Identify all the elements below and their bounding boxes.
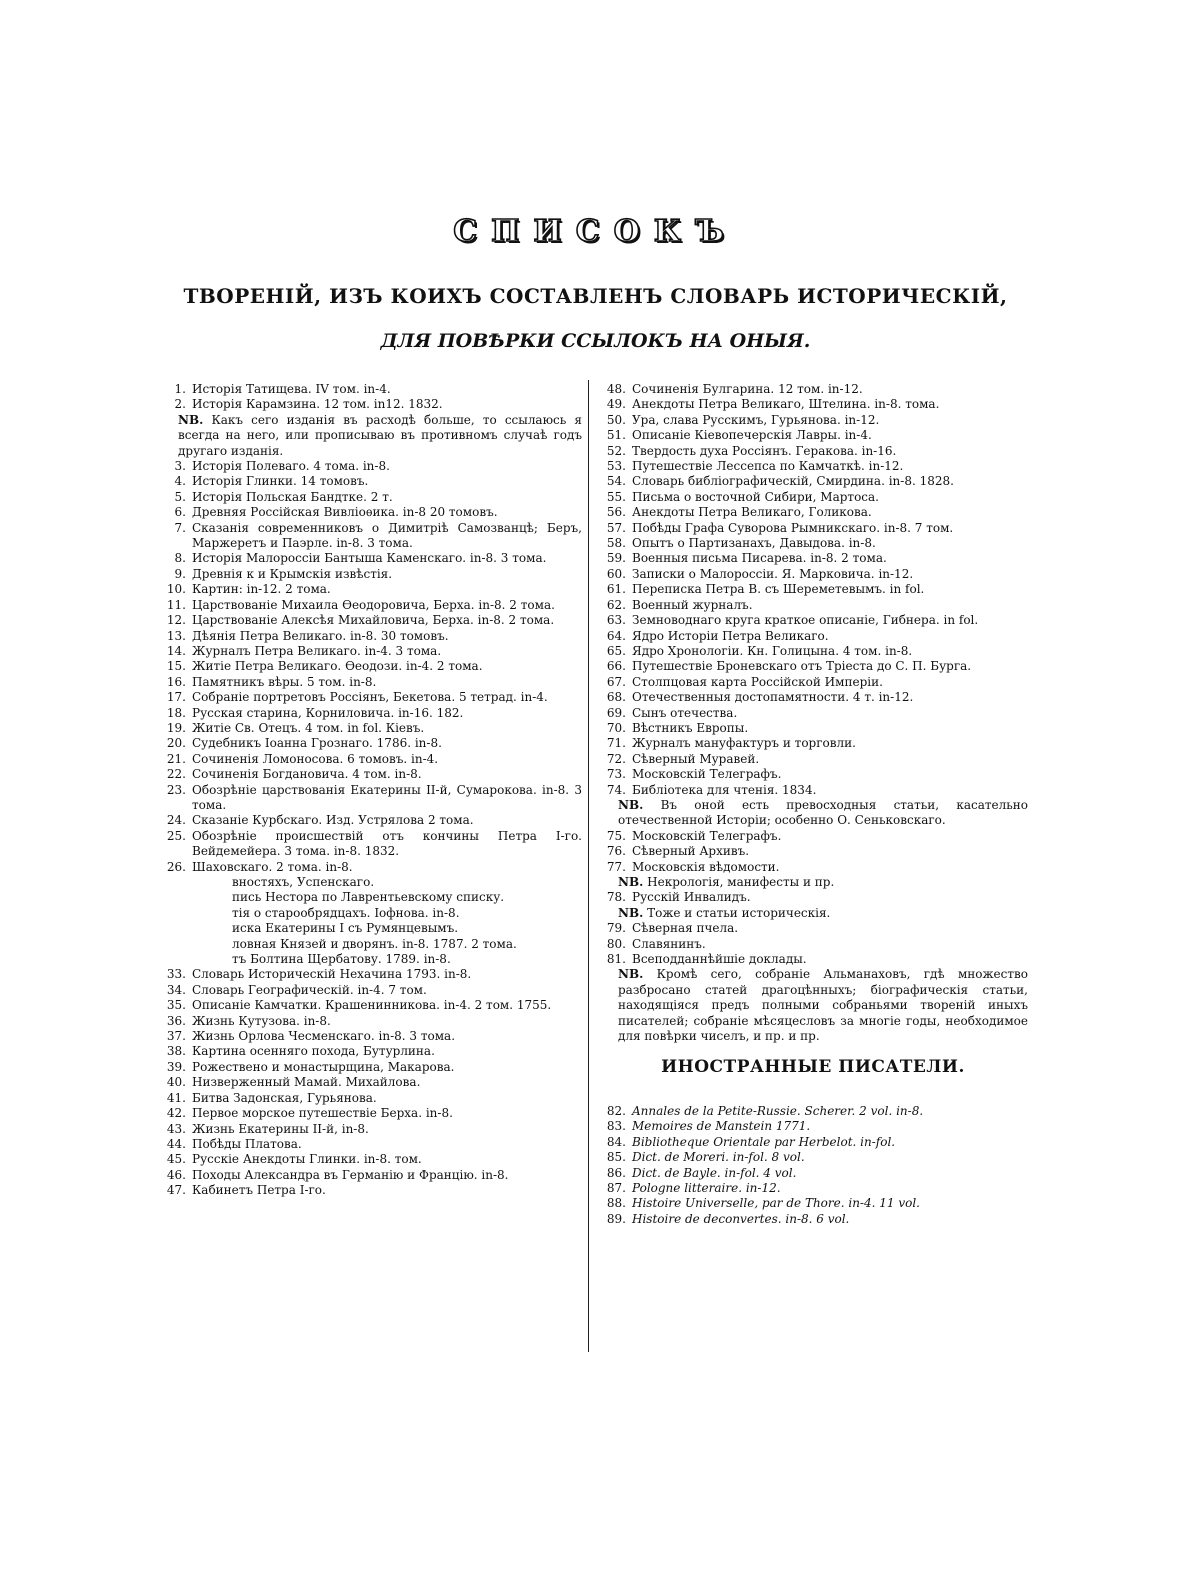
entry-number: 56. <box>606 505 626 520</box>
entry-text: Описаніе Камчатки. Крашенинникова. in-4. 2 том. 1755. <box>192 998 552 1013</box>
entry-number: 73. <box>606 767 626 782</box>
entry-text: Побѣды Графа Суворова Рымникскаго. in-8. 7 том. <box>632 520 954 535</box>
list-item <box>158 1014 582 1029</box>
entry-text: Дѣянія Петра Великаго. in-8. 30 томовъ. <box>192 628 449 643</box>
entry-number: 59. <box>606 551 626 566</box>
entry-text: Военный журналъ. <box>632 597 753 612</box>
entry-number: 25. <box>166 828 186 843</box>
entry-number: 86. <box>606 1165 626 1180</box>
entry-text: Московскій Телеграфъ. <box>632 767 782 782</box>
list-item <box>598 890 1028 905</box>
entry-number: 68. <box>606 690 626 705</box>
entry-number: 87. <box>606 1180 626 1195</box>
entry-number: 44. <box>166 1136 186 1151</box>
entry-text: Земноводнаго круга краткое описаніе, Гибнера. in fol. <box>632 613 979 628</box>
entry-number: 9. <box>174 566 186 581</box>
list-item <box>598 521 1028 536</box>
entry-number: 36. <box>166 1013 186 1028</box>
entry-text: Memoires de Manstein 1771. <box>632 1119 811 1134</box>
list-item <box>158 413 582 459</box>
list-item <box>598 629 1028 644</box>
entry-number: 1. <box>174 382 186 396</box>
entry-text: Памятникъ вѣры. 5 том. in-8. <box>192 674 377 689</box>
entry-number: 8. <box>174 551 186 566</box>
list-item <box>598 582 1028 597</box>
list-item <box>598 567 1028 582</box>
list-item <box>158 521 582 552</box>
entry-text: Путешествіе Лессепса по Камчаткѣ. in-12. <box>632 459 904 474</box>
list-item <box>158 967 582 982</box>
list-item <box>158 952 582 967</box>
entry-text: Письма о восточной Сибири, Мартоса. <box>632 489 879 504</box>
list-item <box>158 474 582 489</box>
list-item <box>158 1060 582 1075</box>
list-item <box>158 783 582 814</box>
entry-text <box>598 906 1028 921</box>
entry-number: 88. <box>606 1196 626 1211</box>
list-item <box>158 767 582 782</box>
entry-number: NB. <box>618 905 644 920</box>
entry-note: Въ оной есть превосходныя статьи, касательно отечественной Исторіи; особенно О. Сеньковскаго. <box>618 797 1028 828</box>
entry-text <box>598 875 1028 890</box>
entry-number: 46. <box>166 1167 186 1182</box>
list-item <box>598 428 1028 443</box>
entry-text <box>598 967 1028 1044</box>
list-item <box>598 397 1028 412</box>
entry-number: 37. <box>166 1029 186 1044</box>
entry-text: Сѣверный Архивъ. <box>632 844 750 859</box>
entry-text: Словарь библіографическій, Смирдина. in-8. 1828. <box>632 474 954 489</box>
list-item <box>598 952 1028 967</box>
list-item <box>158 1091 582 1106</box>
entry-number: 81. <box>606 952 626 967</box>
list-item <box>158 567 582 582</box>
entry-number: 35. <box>166 998 186 1013</box>
list-item <box>598 767 1028 782</box>
entry-number: 75. <box>606 828 626 843</box>
entry-text: Картин: in-12. 2 тома. <box>192 582 331 597</box>
entry-text: Bibliotheque Orientale par Herbelot. in-fol. <box>632 1134 896 1149</box>
entry-number: 24. <box>166 813 186 828</box>
entry-number: 77. <box>606 859 626 874</box>
entry-number: 80. <box>606 936 626 951</box>
column-divider <box>588 380 589 1352</box>
list-item <box>158 998 582 1013</box>
entry-text: Ядро Исторіи Петра Великаго. <box>632 628 829 643</box>
entry-text: Собраніе портретовъ Россіянъ, Бекетова. 5 тетрад. in-4. <box>192 690 548 705</box>
entry-number: 79. <box>606 921 626 936</box>
entry-text: тія о старообрядцахъ. Іофнова. in-8. <box>232 905 460 920</box>
entry-note: Некрологія, манифесты и пр. <box>647 875 835 889</box>
entry-text: Столпцовая карта Россійской Имперіи. <box>632 674 883 689</box>
entry-text: Всеподданнѣйшіе доклады. <box>632 952 807 967</box>
entry-number: 89. <box>606 1211 626 1226</box>
list-item <box>598 690 1028 705</box>
entry-number: 64. <box>606 628 626 643</box>
list-item <box>158 644 582 659</box>
entry-text: Ядро Хронологіи. Кн. Голицына. 4 том. in-8. <box>632 643 913 658</box>
entry-text: пись Нестора по Лаврентьевскому списку. <box>232 890 505 905</box>
list-item <box>598 967 1028 1044</box>
list-item <box>598 659 1028 674</box>
entry-number: 53. <box>606 459 626 474</box>
list-item <box>598 644 1028 659</box>
entry-text: Славянинъ. <box>632 936 706 951</box>
entry-text: вностяхъ, Успенскаго. <box>232 875 375 889</box>
list-item <box>598 921 1028 936</box>
list-item <box>158 813 582 828</box>
entry-number: 67. <box>606 674 626 689</box>
entry-number: 85. <box>606 1150 626 1165</box>
entry-text: тъ Болтина Щербатову. 1789. in-8. <box>232 952 451 967</box>
list-item <box>598 474 1028 489</box>
entry-number: 74. <box>606 782 626 797</box>
entry-text: Исторія Глинки. 14 томовъ. <box>192 474 369 489</box>
list-item <box>158 1152 582 1167</box>
entry-text: Русская старина, Корниловича. in-16. 182. <box>192 705 464 720</box>
list-item <box>598 536 1028 551</box>
list-item <box>598 736 1028 751</box>
list-item <box>598 1119 1028 1134</box>
list-item <box>598 413 1028 428</box>
entry-number: NB. <box>618 967 644 982</box>
list-item <box>158 1168 582 1183</box>
entry-text: Царствованіе Михаила Ѳеодоровича, Берха. in-8. 2 тома. <box>192 597 555 612</box>
list-item <box>158 598 582 613</box>
entry-number: 17. <box>166 690 186 705</box>
entry-text: Русскіе Анекдоты Глинки. in-8. том. <box>192 1152 422 1167</box>
entry-number: 84. <box>606 1134 626 1149</box>
entry-number: 41. <box>166 1090 186 1105</box>
list-item <box>158 752 582 767</box>
entry-text: Царствованіе Алексѣя Михайловича, Берха. in-8. 2 тома. <box>192 613 555 628</box>
entry-number: 20. <box>166 736 186 751</box>
list-item <box>158 382 582 397</box>
list-item <box>598 937 1028 952</box>
entry-number: NB. <box>178 412 204 427</box>
entry-text: Жизнь Екатерины II-й, in-8. <box>192 1121 369 1136</box>
entry-text: Переписка Петра В. съ Шереметевымъ. in fol. <box>632 582 925 597</box>
entry-number: 51. <box>606 428 626 443</box>
list-item <box>158 890 582 905</box>
list-item <box>598 1212 1028 1227</box>
list-item <box>158 690 582 705</box>
entry-number: 50. <box>606 412 626 427</box>
list-item <box>158 1044 582 1059</box>
entry-text: Библіотека для чтенія. 1834. <box>632 782 817 797</box>
list-item <box>158 875 582 890</box>
list-item <box>158 1029 582 1044</box>
entry-number: 69. <box>606 705 626 720</box>
entry-number: 57. <box>606 520 626 535</box>
entry-text: Ура, слава Русскимъ, Гурьянова. in-12. <box>632 412 880 427</box>
list-item <box>598 444 1028 459</box>
list-item <box>158 675 582 690</box>
list-item <box>598 598 1028 613</box>
entry-note: Кромѣ сего, собраніе Альманаховъ, гдѣ множество разбросано статей драгоцѣнныхъ; біографическія статьи, находящіяся предъ полными собраньями твореній иныхъ писателей; собраніе мѣсяцесловъ за многіе годы, необходимое для повѣрки чиселъ, и пр. и пр. <box>618 967 1028 1044</box>
list-item <box>598 382 1028 397</box>
entry-number: 45. <box>166 1152 186 1167</box>
list-item <box>598 721 1028 736</box>
entry-number: 21. <box>166 751 186 766</box>
entry-number: 82. <box>606 1103 626 1118</box>
entry-text: Сочиненія Богдановича. 4 том. in-8. <box>192 767 422 782</box>
entry-number: 71. <box>606 736 626 751</box>
entry-text: Анекдоты Петра Великаго, Голикова. <box>632 505 872 520</box>
page-subtitle: ТВОРЕНІЙ, ИЗЪ КОИХЪ СОСТАВЛЕНЪ СЛОВАРЬ ИСТОРИЧЕСКІЙ, <box>183 284 1008 308</box>
list-item <box>158 983 582 998</box>
entry-text: Древняя Россійская Вивліоѳика. in-8 20 томовъ. <box>192 505 498 520</box>
entry-number: 18. <box>166 705 186 720</box>
entry-number: 62. <box>606 597 626 612</box>
list-item <box>158 937 582 952</box>
entry-number: 58. <box>606 536 626 551</box>
entry-text: Annales de la Petite-Russie. Scherer. 2 vol. in-8. <box>632 1103 924 1118</box>
entry-number: 2. <box>174 397 186 412</box>
entry-text: Сынъ отечества. <box>632 705 738 720</box>
list-item <box>158 1137 582 1152</box>
entry-text: Походы Александра въ Германію и Францію. in-8. <box>192 1167 509 1182</box>
list-item <box>158 706 582 721</box>
entry-number: 33. <box>166 967 186 982</box>
list-item <box>158 860 582 875</box>
entry-text: Histoire de deconvertes. in-8. 6 vol. <box>632 1211 850 1226</box>
entry-text: Первое морское путешествіе Берха. in-8. <box>192 1106 453 1121</box>
list-item <box>598 459 1028 474</box>
list-item <box>158 721 582 736</box>
entry-text: Твердость духа Россіянъ. Геракова. in-16. <box>632 443 897 458</box>
list-item <box>598 783 1028 798</box>
list-item <box>158 736 582 751</box>
list-item <box>598 875 1028 890</box>
entry-note: Тоже и статьи историческія. <box>647 905 831 920</box>
entry-text: Сочиненія Булгарина. 12 том. in-12. <box>632 382 863 396</box>
entry-text: Картина осенняго похода, Бутурлина. <box>192 1044 435 1059</box>
list-item <box>158 1106 582 1121</box>
entry-number: 7. <box>174 520 186 535</box>
entry-text: Кабинетъ Петра I-го. <box>192 1183 326 1198</box>
list-item <box>158 551 582 566</box>
list-item <box>158 613 582 628</box>
list-item <box>158 1183 582 1198</box>
entry-number: 39. <box>166 1059 186 1074</box>
list-item <box>598 1166 1028 1181</box>
entry-number: 15. <box>166 659 186 674</box>
entry-text: Сѣверная пчела. <box>632 921 739 936</box>
entry-text: Dict. de Moreri. in-fol. 8 vol. <box>632 1150 805 1165</box>
entry-number: 38. <box>166 1044 186 1059</box>
list-item <box>598 706 1028 721</box>
entry-number: 76. <box>606 844 626 859</box>
list-item <box>158 1075 582 1090</box>
list-item <box>158 1122 582 1137</box>
list-item <box>158 459 582 474</box>
entry-text: Опытъ о Партизанахъ, Давыдова. in-8. <box>632 536 876 551</box>
entry-number: 52. <box>606 443 626 458</box>
entry-text: Битва Задонская, Гурьянова. <box>192 1090 377 1105</box>
list-item <box>158 921 582 936</box>
entry-text: Побѣды Платова. <box>192 1136 302 1151</box>
entry-text <box>598 798 1028 829</box>
entry-number: 55. <box>606 489 626 504</box>
entry-text: Обозрѣніе царствованія Екатерины II-й, Сумарокова. in-8. 3 тома. <box>192 782 582 812</box>
entry-number: 83. <box>606 1119 626 1134</box>
list-item <box>598 1104 1028 1119</box>
list-item <box>158 505 582 520</box>
entry-number: NB. <box>618 875 644 889</box>
entry-text: ловная Князей и дворянъ. in-8. 1787. 2 тома. <box>232 936 517 951</box>
page-subtitle-2: ДЛЯ ПОВѢРКИ ССЫЛОКЪ НА ОНЫЯ. <box>380 330 811 352</box>
list-item <box>598 613 1028 628</box>
entry-text: Сказаніе Курбскаго. Изд. Устрялова 2 тома. <box>192 813 474 828</box>
entry-number: 4. <box>174 474 186 489</box>
entry-text: Низверженный Мамай. Михайлова. <box>192 1075 421 1090</box>
entry-text: иска Екатерины I съ Румянцевымъ. <box>232 921 459 936</box>
entry-number: 22. <box>166 767 186 782</box>
entry-number: 49. <box>606 397 626 412</box>
list-item <box>598 798 1028 829</box>
entry-number: 11. <box>166 597 186 612</box>
entry-number: 10. <box>166 582 186 597</box>
entry-text: Путешествіе Броневскаго отъ Тріеста до С. П. Бурга. <box>632 659 972 674</box>
page-title: СПИСОКЪ <box>453 214 738 249</box>
list-item <box>158 490 582 505</box>
entry-note: Какъ сего изданія въ расходѣ больше, то ссылаюсь я всегда на него, или прописываю въ противномъ случаѣ годъ другаго изданія. <box>178 412 582 458</box>
entry-text: Анекдоты Петра Великаго, Штелина. in-8. тома. <box>632 397 940 412</box>
entry-text: Жизнь Орлова Чесменскаго. in-8. 3 тома. <box>192 1029 456 1044</box>
entry-text: Журналъ мануфактуръ и торговли. <box>632 736 856 751</box>
entry-number: 63. <box>606 613 626 628</box>
entry-text: Pologne litteraire. in-12. <box>632 1180 781 1195</box>
entry-text: Московскія вѣдомости. <box>632 859 780 874</box>
list-item <box>598 860 1028 875</box>
entry-text: Судебникъ Іоанна Грознаго. 1786. in-8. <box>192 736 442 751</box>
entry-number: 43. <box>166 1121 186 1136</box>
entry-text: Исторія Татищева. IV том. in-4. <box>192 382 391 396</box>
entry-text: Обозрѣніе происшествій отъ кончины Петра I-го. Вейдемейера. 3 тома. in-8. 1832. <box>192 828 582 859</box>
entry-text: Исторія Польская Бандтке. 2 т. <box>192 489 393 504</box>
entry-text: Вѣстникъ Европы. <box>632 720 749 735</box>
entry-number: 34. <box>166 982 186 997</box>
entry-number: 14. <box>166 643 186 658</box>
entry-number: 65. <box>606 643 626 658</box>
foreign-writers-heading: ИНОСТРАННЫЕ ПИСАТЕЛИ. <box>661 1057 965 1078</box>
entry-number: 70. <box>606 720 626 735</box>
entry-text: Древнія к и Крымскія извѣстія. <box>192 566 393 581</box>
list-item <box>598 505 1028 520</box>
entry-number: 54. <box>606 474 626 489</box>
entry-text: Dict. de Bayle. in-fol. 4 vol. <box>632 1165 797 1180</box>
entry-number: 26. <box>166 859 186 874</box>
list-item <box>598 675 1028 690</box>
entry-number: 66. <box>606 659 626 674</box>
entry-text: Журналъ Петра Великаго. in-4. 3 тома. <box>192 643 442 658</box>
entry-text: Описаніе Кіевопечерскія Лавры. in-4. <box>632 428 872 443</box>
entry-text: Военныя письма Писарева. in-8. 2 тома. <box>632 551 887 566</box>
entry-text: Словарь Географическій. in-4. 7 том. <box>192 982 427 997</box>
list-item <box>158 397 582 412</box>
right-column <box>598 382 1028 1227</box>
entry-number: NB. <box>618 797 644 812</box>
entry-text: Записки о Малороссіи. Я. Марковича. in-12. <box>632 566 914 581</box>
entry-number: 61. <box>606 582 626 597</box>
entry-number: 60. <box>606 566 626 581</box>
list-item <box>598 1181 1028 1196</box>
entry-text: Исторія Полеваго. 4 тома. in-8. <box>192 459 390 474</box>
entry-text: Сѣверный Муравей. <box>632 751 760 766</box>
left-column <box>158 382 582 1199</box>
list-item <box>158 582 582 597</box>
list-item <box>598 1196 1028 1211</box>
entry-number: 48. <box>606 382 626 396</box>
entry-text: Исторія Карамзина. 12 том. in12. 1832. <box>192 397 443 412</box>
entry-text: Шаховскаго. 2 тома. in-8. <box>192 859 353 874</box>
list-item <box>158 906 582 921</box>
list-item <box>598 1135 1028 1150</box>
entry-text: Житіе Св. Отецъ. 4 том. in fol. Кіевъ. <box>192 720 425 735</box>
entry-text: Histoire Universelle, par de Thore. in-4. 11 vol. <box>632 1196 920 1211</box>
entry-text: Жизнь Кутузова. in-8. <box>192 1013 331 1028</box>
entry-text: Сказанія современниковъ о Димитріѣ Самозванцѣ; Беръ, Маржеретъ и Паэрле. in-8. 3 тома. <box>192 520 582 551</box>
entry-number: 72. <box>606 751 626 766</box>
entry-text: Отечественныя достопамятности. 4 т. in-12. <box>632 690 914 705</box>
entry-number: 16. <box>166 674 186 689</box>
list-item <box>598 844 1028 859</box>
list-item <box>158 629 582 644</box>
list-item <box>598 551 1028 566</box>
entry-text: Исторія Малороссіи Бантыша Каменскаго. in-8. 3 тома. <box>192 551 547 566</box>
entry-number: 78. <box>606 890 626 905</box>
entry-text: Житіе Петра Великаго. Ѳеодози. in-4. 2 тома. <box>192 659 483 674</box>
entry-number: 23. <box>166 782 186 797</box>
entry-text: Рожествено и монастырщина, Макарова. <box>192 1059 455 1074</box>
entry-number: 12. <box>166 613 186 628</box>
entry-number: 5. <box>174 489 186 504</box>
entry-number: 13. <box>166 628 186 643</box>
entry-number: 47. <box>166 1183 186 1198</box>
list-item <box>598 490 1028 505</box>
entry-number: 3. <box>174 459 186 474</box>
entry-text: Словарь Историческій Нехачина 1793. in-8. <box>192 967 472 982</box>
entry-number: 42. <box>166 1106 186 1121</box>
list-item <box>598 752 1028 767</box>
entry-number: 40. <box>166 1075 186 1090</box>
entry-number: 6. <box>174 505 186 520</box>
list-item <box>598 829 1028 844</box>
entry-text <box>158 413 582 459</box>
list-item <box>598 1150 1028 1165</box>
list-item <box>598 906 1028 921</box>
list-item <box>158 829 582 860</box>
entry-text: Русскій Инвалидъ. <box>632 890 751 905</box>
list-item <box>158 659 582 674</box>
entry-number: 19. <box>166 720 186 735</box>
entry-text: Сочиненія Ломоносова. 6 томовъ. in-4. <box>192 751 439 766</box>
entry-text: Московскій Телеграфъ. <box>632 828 782 843</box>
